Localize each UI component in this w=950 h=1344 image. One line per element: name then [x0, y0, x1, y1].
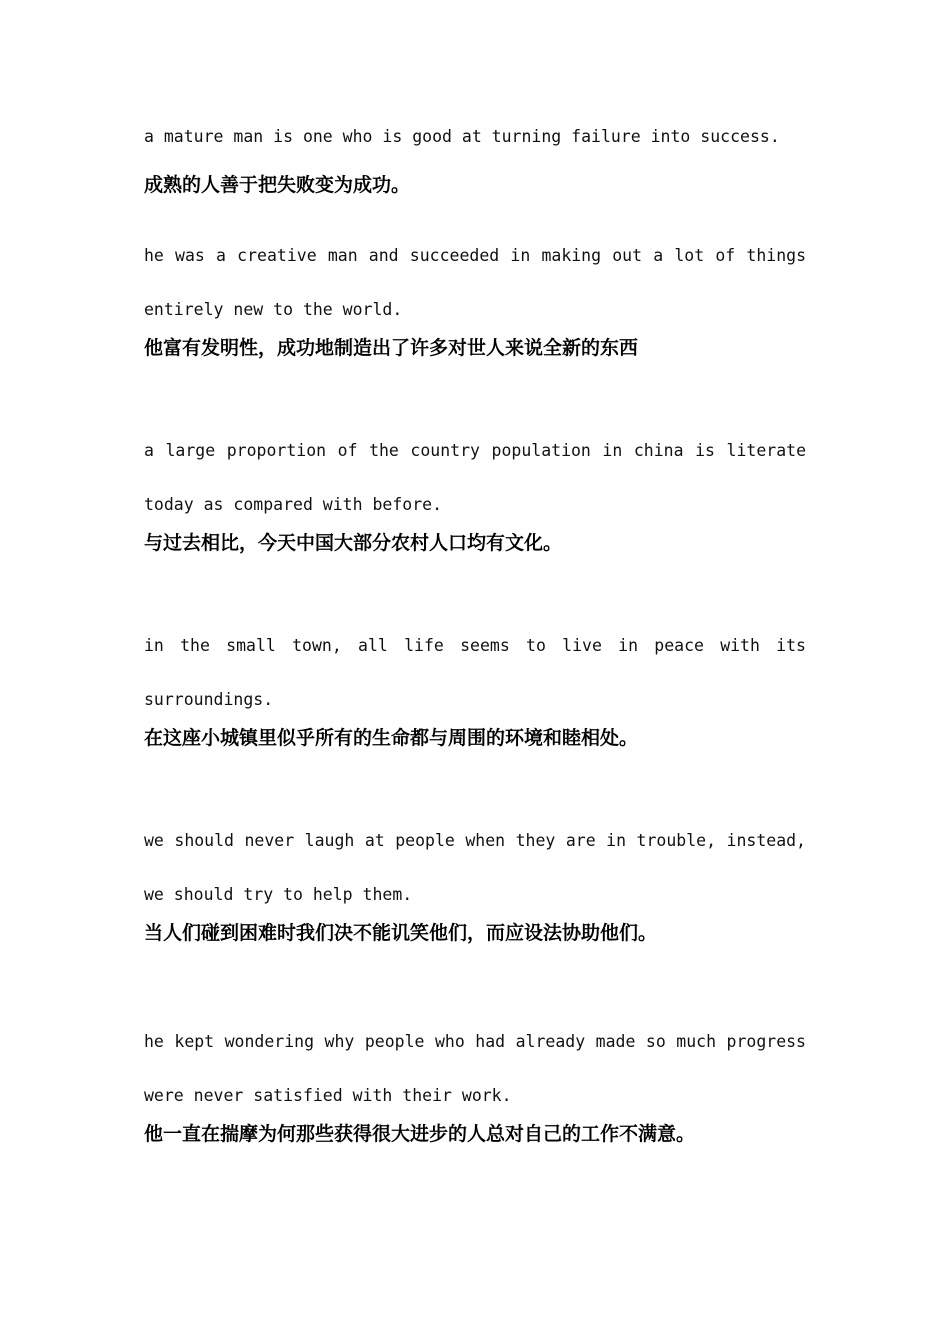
- sentence-pair-1: [144, 125, 806, 199]
- english-sentence: he was a creative man and succeeded in making out a lot of things entirely new to the world.: [144, 246, 806, 319]
- sentence-pair-5: [144, 814, 806, 947]
- sentence-pair-6: [144, 1015, 806, 1148]
- english-sentence: in the small town, all life seems to live in peace with its surroundings.: [144, 636, 806, 709]
- sentence-pair-2: [144, 229, 806, 362]
- sentence-pair-3: [144, 424, 806, 557]
- english-sentence: we should never laugh at people when they are in trouble, instead, we should try to help them.: [144, 831, 806, 904]
- chinese-translation: 成熟的人善于把失败变为成功。: [144, 174, 411, 196]
- chinese-translation: 当人们碰到困难时我们决不能讥笑他们，而应设法协助他们。: [144, 922, 658, 944]
- chinese-translation: 他富有发明性，成功地制造出了许多对世人来说全新的东西: [144, 337, 639, 359]
- chinese-translation: 与过去相比，今天中国大部分农村人口均有文化。: [144, 532, 563, 554]
- chinese-translation: 在这座小城镇里似乎所有的生命都与周围的环境和睦相处。: [144, 727, 639, 749]
- sentence-pair-4: [144, 619, 806, 752]
- chinese-translation: 他一直在揣摩为何那些获得很大进步的人总对自己的工作不满意。: [144, 1123, 696, 1145]
- english-sentence: a large proportion of the country population in china is literate today as compared with before.: [144, 441, 806, 514]
- english-sentence: a mature man is one who is good at turning failure into success.: [144, 127, 780, 146]
- english-sentence: he kept wondering why people who had already made so much progress were never satisfied with their work.: [144, 1032, 806, 1105]
